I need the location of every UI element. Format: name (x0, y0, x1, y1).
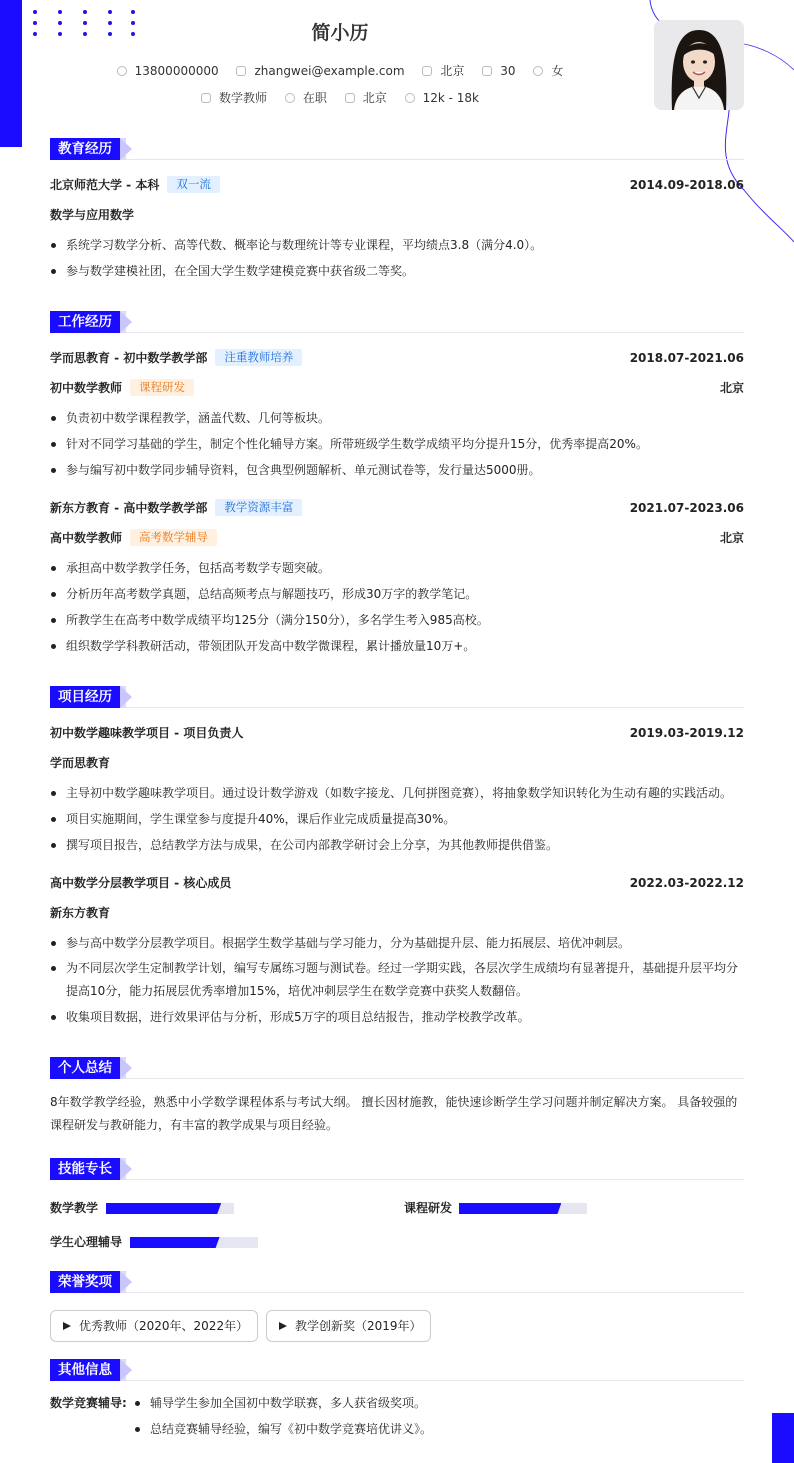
education-entry-header (50, 170, 744, 200)
company-tag: 注重教师培养 (215, 349, 302, 366)
triangle-icon (279, 1322, 287, 1330)
work-title: 工作经历 (50, 311, 120, 333)
projects-header (50, 686, 744, 708)
list-item: 针对不同学习基础的学生，制定个性化辅导方案。所带班级学生数学成绩平均分提升15分，优秀率提高20%。 (50, 431, 744, 457)
list-item: 项目实施期间，学生课堂参与度提升40%，课后作业完成质量提高30%。 (50, 806, 744, 832)
education-header (50, 138, 744, 160)
list-item: 分析历年高考数学真题，总结高频考点与解题技巧，形成30万字的教学笔记。 (50, 581, 744, 607)
position-text: 数学教师 (219, 91, 268, 105)
skills-section (50, 1158, 744, 1258)
avatar (654, 20, 744, 110)
age-icon (482, 66, 492, 76)
skill-item (50, 1232, 270, 1252)
list-item: 所教学生在高考中数学成绩平均125分（满分150分），多名学生考入985高校。 (50, 607, 744, 633)
role-tag: 高考数学辅导 (130, 529, 217, 546)
other-bullets (134, 1390, 744, 1442)
mail-icon (236, 66, 246, 76)
send-icon (201, 93, 211, 103)
project-org-row (50, 748, 744, 778)
status-text: 在职 (302, 91, 327, 105)
skill-item (404, 1198, 604, 1218)
work-entry-header (50, 343, 744, 373)
role-name: 高中数学教师 (50, 531, 123, 545)
company-name: 学而思教育 - 初中数学教学部 (50, 351, 208, 365)
work-role-row (50, 523, 744, 553)
projects-title: 项目经历 (50, 686, 120, 708)
phone-text: 13800000000 (134, 63, 219, 78)
honors-title: 荣誉奖项 (50, 1271, 120, 1293)
bottom-right-accent-bar (772, 1413, 794, 1463)
work-role-row (50, 373, 744, 403)
company-tag: 教学资源丰富 (215, 499, 302, 516)
list-item: 辅导学生参加全国初中数学联赛，多人获省级奖项。 (134, 1390, 744, 1416)
skill-item (50, 1198, 250, 1218)
position-item (201, 89, 267, 106)
contact-row (0, 62, 680, 79)
award-text: 教学创新奖（2019年） (295, 1319, 422, 1333)
list-item: 系统学习数学分析、高等代数、概率论与数理统计等专业课程，平均绩点3.8（满分4.0）。 (50, 232, 744, 258)
skill-bar (106, 1203, 234, 1214)
skill-fill (459, 1203, 561, 1214)
project-period: 2022.03-2022.12 (629, 876, 744, 890)
skills-header (50, 1158, 744, 1180)
work-header (50, 311, 744, 333)
skill-fill (130, 1237, 220, 1248)
skill-name: 学生心理辅导 (50, 1235, 123, 1249)
list-item: 组织数学学科教研活动，带领团队开发高中数学微课程，累计播放量10万+。 (50, 633, 744, 659)
major: 数学与应用数学 (50, 208, 135, 222)
summary-title: 个人总结 (50, 1057, 120, 1079)
list-item: 参与高中数学分层教学项目。根据学生数学基础与学习能力，分为基础提升层、能力拓展层、培优冲刺层。 (50, 930, 744, 956)
skill-bar (459, 1203, 587, 1214)
education-title: 教育经历 (50, 138, 120, 160)
project-bullets (50, 930, 744, 1030)
list-item: 负责初中数学课程教学，涵盖代数、几何等板块。 (50, 405, 744, 431)
list-item: 总结竞赛辅导经验，编写《初中数学竞赛培优讲义》。 (134, 1416, 744, 1442)
honors-section (50, 1271, 744, 1346)
award-text: 优秀教师（2020年、2022年） (79, 1319, 249, 1333)
salary-item (405, 91, 479, 105)
other-section (50, 1359, 744, 1449)
school-name: 北京师范大学 - 本科 (50, 178, 160, 192)
resume-header (0, 0, 794, 130)
home-icon (422, 66, 432, 76)
list-item: 参与数学建模社团，在全国大学生数学建模竞赛中获省级二等奖。 (50, 258, 744, 284)
work-section (50, 311, 744, 659)
phone-item (117, 64, 219, 78)
list-item: 撰写项目报告，总结教学方法与成果，在公司内部教学研讨会上分享，为其他教师提供借鉴。 (50, 832, 744, 858)
list-item: 参与编写初中数学同步辅导资料，包含典型例题解析、单元测试卷等，发行量达5000册。 (50, 457, 744, 483)
project-org-row (50, 898, 744, 928)
list-item: 承担高中数学教学任务，包括高考数学专题突破。 (50, 555, 744, 581)
project-name: 初中数学趣味教学项目 - 项目负责人 (50, 726, 244, 740)
gender-item (533, 62, 563, 79)
work-city: 北京 (719, 381, 744, 395)
list-item: 主导初中数学趣味教学项目。通过设计数学游戏（如数字接龙、几何拼图竞赛），将抽象数学知识转化为生动有趣的实践活动。 (50, 780, 744, 806)
role-tag: 课程研发 (130, 379, 194, 396)
work-city: 北京 (719, 531, 744, 545)
skill-bar (130, 1237, 258, 1248)
skill-name: 课程研发 (404, 1201, 453, 1215)
email-item (236, 64, 404, 78)
skill-fill (106, 1203, 221, 1214)
education-major-row (50, 200, 744, 230)
list-item: 收集项目数据，进行效果评估与分析，形成5万字的项目总结报告，推动学校教学改革。 (50, 1004, 744, 1030)
salary-text: 12k - 18k (422, 90, 479, 105)
other-header (50, 1359, 744, 1381)
award-item (50, 1310, 258, 1342)
job-intent-row (0, 89, 680, 106)
company-name: 新东方教育 - 高中数学教学部 (50, 501, 208, 515)
other-title: 其他信息 (50, 1359, 120, 1381)
skills-title: 技能专长 (50, 1158, 120, 1180)
building-icon (345, 93, 355, 103)
candidate-name: 简小历 (311, 22, 369, 44)
phone-icon (117, 66, 127, 76)
summary-header (50, 1057, 744, 1079)
target-city-text: 北京 (362, 91, 387, 105)
project-bullets (50, 780, 744, 858)
projects-section (50, 686, 744, 1030)
salary-icon (405, 93, 415, 103)
project-name: 高中数学分层教学项目 - 核心成员 (50, 876, 232, 890)
status-item (285, 89, 327, 106)
email-text: zhangwei@example.com (254, 63, 405, 78)
education-period: 2014.09-2018.06 (629, 178, 744, 192)
other-label: 数学竞赛辅导: (50, 1396, 127, 1410)
education-section (50, 138, 744, 284)
work-bullets (50, 405, 744, 483)
triangle-icon (63, 1322, 71, 1330)
work-period: 2018.07-2021.06 (629, 351, 744, 365)
list-item: 为不同层次学生定制教学计划，编写专属练习题与测试卷。经过一学期实践，各层次学生成绩均有显著提升，基础提升层平均分提高10分，能力拓展层优秀率增加15%，培优冲刺层学生在数学竞赛中获奖人数翻倍。 (50, 956, 744, 1004)
project-period: 2019.03-2019.12 (629, 726, 744, 740)
project-entry-header (50, 868, 744, 898)
age-item (482, 64, 515, 78)
project-entry-header (50, 718, 744, 748)
award-item (266, 1310, 431, 1342)
work-entry-header (50, 493, 744, 523)
role-name: 初中数学教师 (50, 381, 123, 395)
honors-header (50, 1271, 744, 1293)
work-bullets (50, 555, 744, 659)
work-period: 2021.07-2023.06 (629, 501, 744, 515)
skill-name: 数学教学 (50, 1201, 99, 1215)
age-text: 30 (500, 63, 516, 78)
school-tag: 双一流 (167, 176, 220, 193)
summary-text: 8年数学教学经验，熟悉中小学数学课程体系与考试大纲。 擅长因材施教，能快速诊断学生学习问题并制定解决方案。 具备较强的课程研发与教研能力，有丰富的教学成果与项目经验。 (50, 1095, 738, 1132)
project-org: 学而思教育 (50, 756, 111, 770)
project-org: 新东方教育 (50, 906, 111, 920)
location-text: 北京 (440, 64, 465, 78)
status-icon (285, 93, 295, 103)
location-item (422, 62, 464, 79)
target-city-item (345, 89, 387, 106)
education-bullets (50, 232, 744, 284)
summary-section (50, 1057, 744, 1137)
gender-icon (533, 66, 543, 76)
gender-text: 女 (551, 64, 564, 78)
other-entry (50, 1390, 744, 1442)
